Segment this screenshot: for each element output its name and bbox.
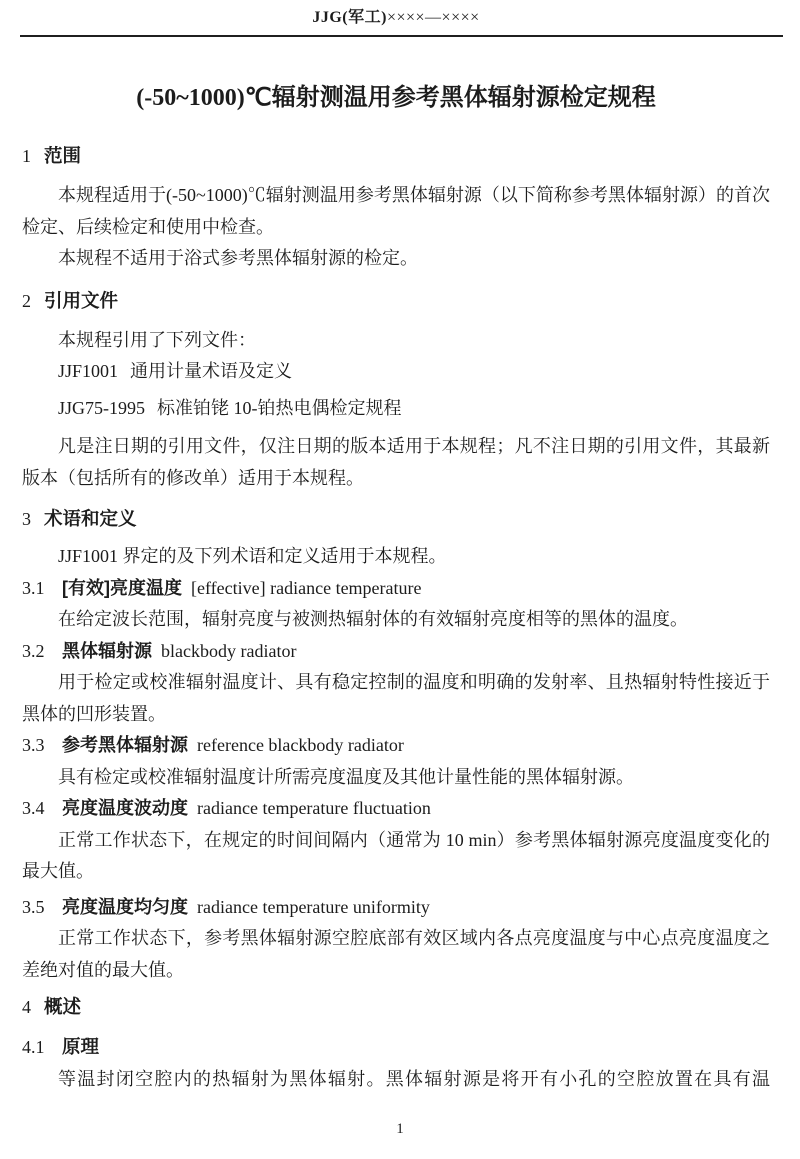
reference-code: JJG75-1995 — [58, 397, 146, 418]
term-definition-3-1: 在给定波长范围，辐射亮度与被测热辐射体的有效辐射亮度相等的黑体的温度。 — [58, 609, 688, 629]
term-en: radiance temperature fluctuation — [197, 798, 431, 818]
title-text: 辐射测温用参考黑体辐射源检定规程 — [271, 84, 656, 111]
term-heading-3-3 — [22, 730, 770, 762]
section-3-heading — [22, 507, 770, 531]
term-definition-3-3: 具有检定或校准辐射温度计所需亮度温度及其他计量性能的黑体辐射源。 — [58, 766, 634, 787]
term-zh: 参考黑体辐射源 — [62, 735, 188, 755]
term-heading-3-2 — [22, 636, 770, 668]
term-heading-3-4 — [22, 793, 770, 825]
reference-title: 标准铂铑 10-铂热电偶检定规程 — [157, 397, 402, 418]
scope-paragraph-1: 本规程适用于(-50~1000)℃辐射测温用参考黑体辐射源（以下简称参考黑体辐射源）的首次检定、后续检定和使用中检查。 — [22, 185, 770, 237]
reference-code: JJF1001 — [58, 361, 119, 381]
references-intro: 本规程引用了下列文件： — [58, 329, 256, 350]
section-4-1-title: 原理 — [62, 1036, 100, 1057]
term-number: 3.2 — [22, 640, 45, 661]
term-definition-3-5: 正常工作状态下，参考黑体辐射源空腔底部有效区域内各点亮度温度与中心点亮度温度之差绝对值的最大值。 — [22, 928, 770, 980]
term-zh: 亮度温度波动度 — [62, 798, 188, 818]
section-4-1-number: 4.1 — [22, 1037, 45, 1057]
term-en: blackbody radiator — [161, 640, 297, 661]
references-dated-note: 凡是注日期的引用文件，仅注日期的版本适用于本规程；凡不注日期的引用文件，其最新版本（包括所有的修改单）适用于本规程。 — [22, 436, 770, 488]
term-definition-3-2: 用于检定或校准辐射温度计、具有稳定控制的温度和明确的发射率、且热辐射特性接近于黑体的凹形装置。 — [22, 672, 770, 724]
section-4-number: 4 — [22, 997, 31, 1017]
section-1-title: 范围 — [44, 145, 82, 166]
section-2-title: 引用文件 — [44, 289, 119, 311]
term-zh: 黑体辐射源 — [62, 640, 152, 661]
term-definition-3-4: 正常工作状态下，在规定的时间间隔内（通常为 10 min）参考黑体辐射源亮度温度变化的最大值。 — [22, 829, 770, 881]
term-number: 3.4 — [22, 798, 45, 818]
term-zh: [有效]亮度温度 — [62, 577, 182, 598]
term-en: [effective] radiance temperature — [191, 577, 422, 598]
terms-intro: JJF1001 界定的及下列术语和定义适用于本规程。 — [58, 546, 447, 566]
title-range: (-50~1000)℃ — [136, 85, 272, 111]
section-1-number: 1 — [22, 146, 31, 166]
principle-paragraph-1: 等温封闭空腔内的热辐射为黑体辐射。黑体辐射源是将开有小孔的空腔放置在具有温 — [58, 1069, 770, 1089]
term-en: reference blackbody radiator — [197, 735, 404, 755]
term-number: 3.5 — [22, 896, 45, 917]
section-4-title: 概述 — [44, 996, 82, 1017]
reference-item — [22, 393, 770, 425]
section-4-heading — [22, 995, 770, 1019]
term-zh: 亮度温度均匀度 — [62, 896, 188, 917]
section-1-heading — [22, 144, 770, 168]
term-heading-3-1 — [22, 573, 770, 605]
doc-code-prefix: JJG(军工) — [312, 9, 387, 26]
header-rule — [20, 35, 783, 37]
section-3-title: 术语和定义 — [44, 508, 137, 529]
term-en: radiance temperature uniformity — [197, 896, 430, 917]
page-title — [22, 80, 770, 116]
term-heading-3-5 — [22, 892, 770, 924]
section-2-number: 2 — [22, 290, 31, 311]
section-3-number: 3 — [22, 509, 31, 529]
term-number: 3.1 — [22, 577, 45, 598]
doc-code-suffix: ××××—×××× — [386, 9, 480, 26]
reference-title: 通用计量术语及定义 — [130, 361, 293, 381]
section-2-heading — [22, 289, 770, 313]
term-number: 3.3 — [22, 735, 45, 755]
section-4-1-heading — [22, 1035, 770, 1059]
document-header — [22, 8, 770, 28]
scope-paragraph-2: 本规程不适用于浴式参考黑体辐射源的检定。 — [58, 248, 418, 268]
page-number: 1 — [396, 1121, 404, 1137]
reference-item — [22, 356, 770, 388]
